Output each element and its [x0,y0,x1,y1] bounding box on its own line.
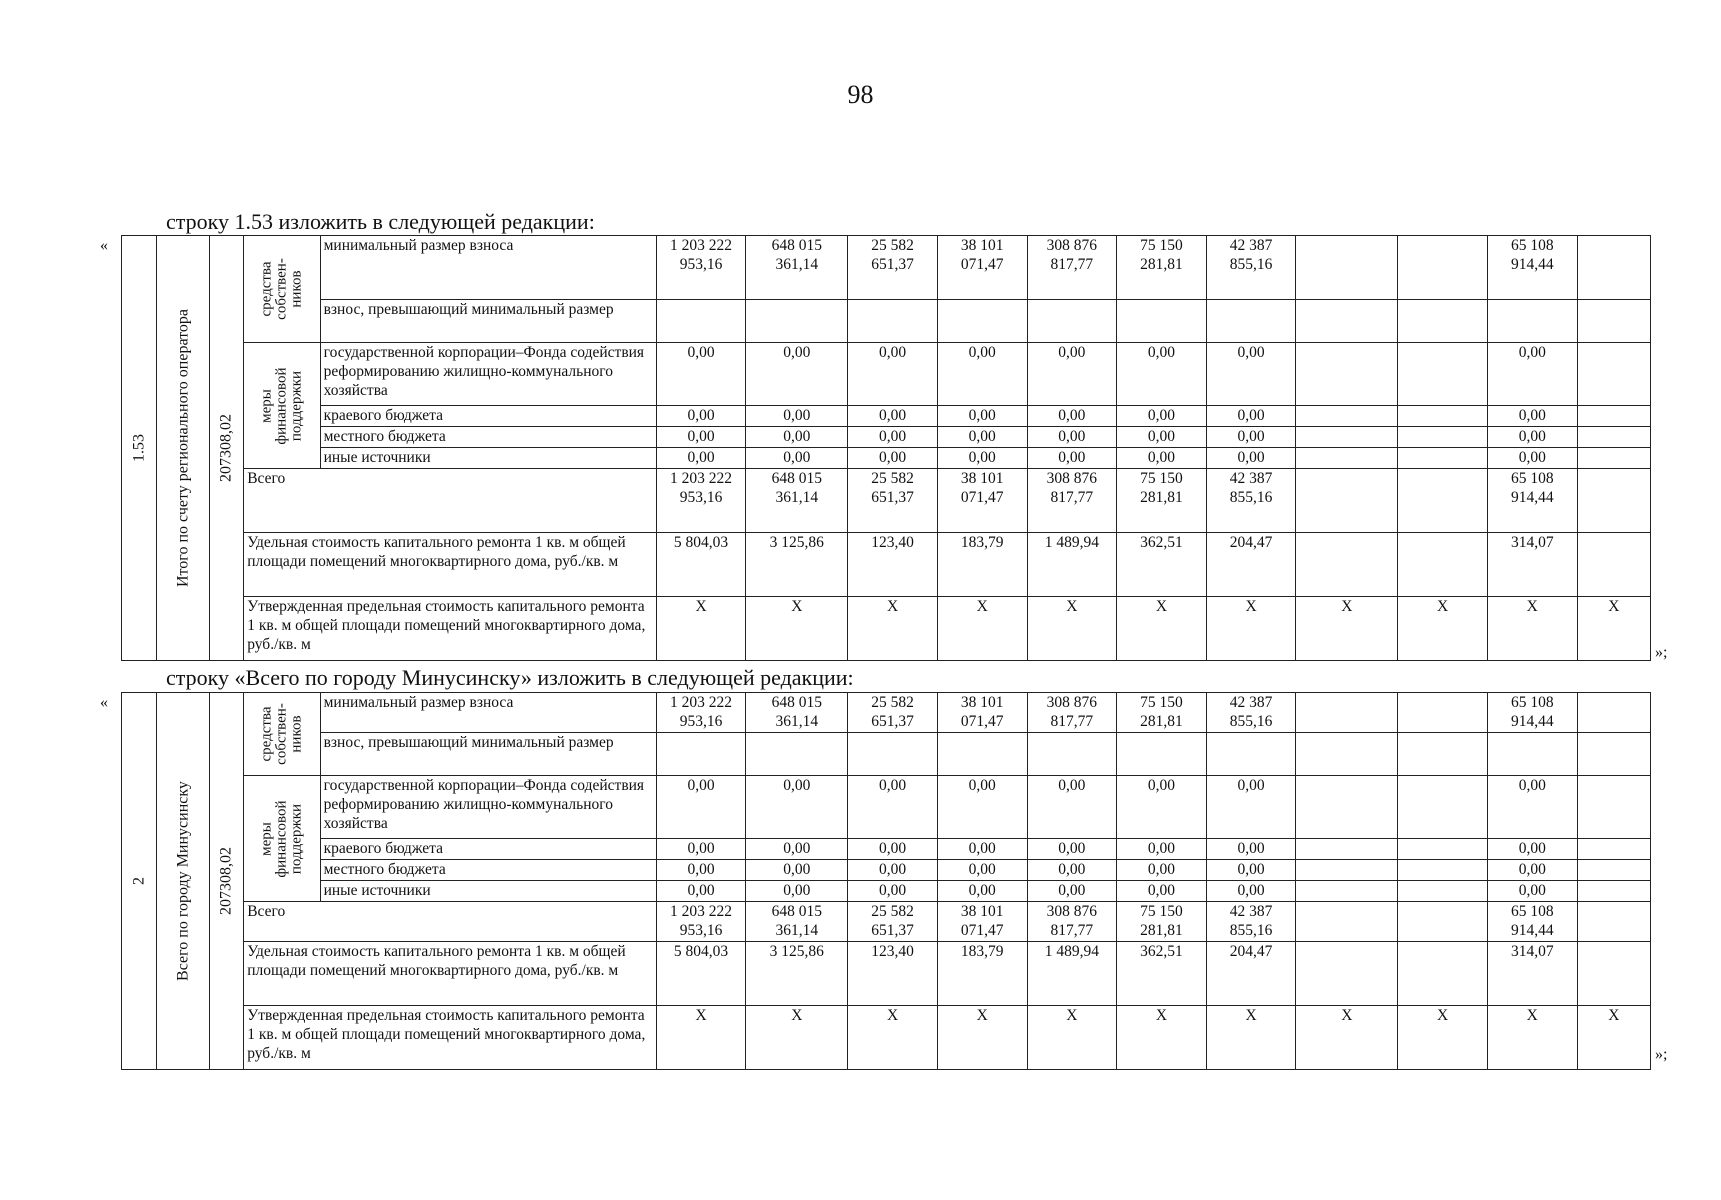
value-cell: 42 387 855,16 [1206,902,1296,942]
table-row [122,343,1651,406]
value-cell: 5 804,03 [656,942,746,1006]
value-cell [1398,427,1488,448]
value-cell: 0,00 [1027,776,1117,839]
value-cell: X [1027,597,1117,661]
row-label: минимальный размер взноса [320,236,656,300]
value-cell [1398,236,1488,300]
value-cell: 38 101 071,47 [937,236,1027,300]
value-cell: 0,00 [1117,448,1207,469]
value-cell: 75 150 281,81 [1117,469,1207,533]
value-cell [1577,533,1650,597]
value-cell [1577,733,1650,776]
table-row [122,427,1651,448]
value-cell [1398,469,1488,533]
row-label: Утвержденная предельная стоимость капитального ремонта 1 кв. м общей площади помещений многоквартирного дома, руб./кв. м [244,1006,657,1070]
value-cell: 0,00 [1206,860,1296,881]
row-number: 1.53 [130,434,148,462]
table-row [122,597,1651,661]
section-caption-2: строку «Всего по городу Минусинску» изложить в следующей редакции: [166,665,854,690]
table-row [122,776,1651,839]
value-cell: 0,00 [848,839,938,860]
value-cell: 65 108 914,44 [1487,693,1577,733]
value-cell [848,733,938,776]
row-label: минимальный размер взноса [320,693,656,733]
table-row [122,406,1651,427]
value-cell [1206,733,1296,776]
table-row [122,533,1651,597]
value-cell [1577,839,1650,860]
value-cell: 0,00 [1487,343,1577,406]
value-cell: X [937,597,1027,661]
value-cell: 0,00 [1117,343,1207,406]
value-cell [656,300,746,343]
value-cell [1487,300,1577,343]
value-cell [1577,236,1650,300]
value-cell: 314,07 [1487,942,1577,1006]
row-name: Всего по городу Минусинску [174,781,192,981]
value-cell: 0,00 [1027,881,1117,902]
value-cell: 0,00 [746,860,848,881]
owners-funds-group [244,693,320,776]
value-cell: 362,51 [1117,942,1207,1006]
table-row [122,902,1651,942]
value-cell [1398,942,1488,1006]
value-cell: 0,00 [656,427,746,448]
value-cell [1577,300,1650,343]
value-cell [1577,942,1650,1006]
row-label: иные источники [320,448,656,469]
row-name-cell [156,236,209,661]
value-cell [1577,406,1650,427]
value-cell: 25 582 651,37 [848,469,938,533]
value-cell: 0,00 [1206,776,1296,839]
value-cell: 648 015 361,14 [746,236,848,300]
value-cell: 0,00 [1487,881,1577,902]
value-cell [1296,533,1398,597]
value-cell: X [1206,597,1296,661]
value-cell [1577,776,1650,839]
owners-funds-label: средства собствен-ников [258,703,305,765]
value-cell: 0,00 [1117,406,1207,427]
table-row [122,1006,1651,1070]
value-cell [1296,343,1398,406]
value-cell [1398,839,1488,860]
value-cell [1117,733,1207,776]
value-cell [1577,469,1650,533]
value-cell: 1 489,94 [1027,533,1117,597]
value-cell [1117,300,1207,343]
value-cell: 0,00 [656,406,746,427]
value-cell: 0,00 [1206,406,1296,427]
value-cell: 0,00 [746,776,848,839]
table-row [122,881,1651,902]
value-cell: X [1117,597,1207,661]
value-cell: 0,00 [937,343,1027,406]
value-cell: X [656,1006,746,1070]
value-cell: X [1577,597,1650,661]
value-cell: 0,00 [746,343,848,406]
value-cell: 75 150 281,81 [1117,693,1207,733]
value-cell: 308 876 817,77 [1027,236,1117,300]
row-label: государственной корпорации–Фонда содействия реформированию жилищно-коммунального хозяйства [320,343,656,406]
value-cell: 0,00 [656,776,746,839]
value-cell: 0,00 [1206,839,1296,860]
amendment-table-2 [121,692,1651,1070]
value-cell [937,300,1027,343]
value-cell [1296,881,1398,902]
value-cell: 0,00 [656,881,746,902]
value-cell: 0,00 [848,427,938,448]
value-cell: 123,40 [848,533,938,597]
value-cell: X [1296,1006,1398,1070]
closing-quote-2: »; [1655,1046,1668,1063]
value-cell: 0,00 [1027,406,1117,427]
value-cell [1296,300,1398,343]
value-cell: 65 108 914,44 [1487,236,1577,300]
opening-quote-2: « [100,694,108,711]
value-cell: 648 015 361,14 [746,469,848,533]
value-cell: 314,07 [1487,533,1577,597]
value-cell: 3 125,86 [746,942,848,1006]
value-cell: 0,00 [746,427,848,448]
value-cell: 0,00 [656,343,746,406]
value-cell: 65 108 914,44 [1487,902,1577,942]
value-cell: 123,40 [848,942,938,1006]
value-cell [1296,693,1398,733]
value-cell: X [1206,1006,1296,1070]
value-cell [1296,469,1398,533]
value-cell [1027,300,1117,343]
value-cell: 0,00 [746,448,848,469]
value-cell: 1 203 222 953,16 [656,236,746,300]
value-cell: 648 015 361,14 [746,902,848,942]
value-cell: X [848,1006,938,1070]
value-cell: 204,47 [1206,942,1296,1006]
opening-quote-1: « [100,237,108,254]
value-cell [1296,733,1398,776]
value-cell: 0,00 [1487,839,1577,860]
financial-support-group [244,343,320,469]
value-cell [1577,881,1650,902]
table-row [122,469,1651,533]
row-label: государственной корпорации–Фонда содействия реформированию жилищно-коммунального хозяйства [320,776,656,839]
value-cell [1398,776,1488,839]
value-cell: X [746,597,848,661]
value-cell [1027,733,1117,776]
value-cell: 0,00 [1206,881,1296,902]
value-cell [1398,881,1488,902]
value-cell: 0,00 [848,406,938,427]
value-cell: 0,00 [937,448,1027,469]
value-cell: 0,00 [1206,448,1296,469]
value-cell: 1 489,94 [1027,942,1117,1006]
value-cell [1398,300,1488,343]
area-cell [209,693,244,1070]
value-cell: 0,00 [1117,427,1207,448]
table-row [122,942,1651,1006]
row-name: Итого по счету регионального оператора [174,308,192,588]
owners-funds-group [244,236,320,343]
row-label: Удельная стоимость капитального ремонта 1 кв. м общей площади помещений многоквартирного дома, руб./кв. м [244,533,657,597]
value-cell: X [1296,597,1398,661]
row-label: местного бюджета [320,427,656,448]
value-cell [1296,427,1398,448]
value-cell: 183,79 [937,533,1027,597]
page-number: 98 [847,80,874,109]
value-cell: 1 203 222 953,16 [656,902,746,942]
value-cell [1398,733,1488,776]
value-cell: 0,00 [848,343,938,406]
value-cell: 0,00 [937,860,1027,881]
value-cell: 0,00 [848,776,938,839]
value-cell [937,733,1027,776]
value-cell [1577,693,1650,733]
value-cell [1398,343,1488,406]
value-cell: 0,00 [656,839,746,860]
row-label: иные источники [320,881,656,902]
value-cell: X [1577,1006,1650,1070]
value-cell [1398,406,1488,427]
row-label: краевого бюджета [320,839,656,860]
row-label: краевого бюджета [320,406,656,427]
value-cell: 0,00 [848,860,938,881]
amendment-table-1 [121,235,1651,661]
value-cell: 42 387 855,16 [1206,236,1296,300]
value-cell: X [746,1006,848,1070]
value-cell: 204,47 [1206,533,1296,597]
value-cell: 0,00 [848,881,938,902]
value-cell: X [1487,597,1577,661]
row-label: местного бюджета [320,860,656,881]
value-cell [1487,733,1577,776]
value-cell: 308 876 817,77 [1027,469,1117,533]
table-row [122,860,1651,881]
table-row [122,693,1651,733]
row-label: Всего [244,469,657,533]
value-cell: 0,00 [1117,860,1207,881]
value-cell [1296,776,1398,839]
value-cell: 25 582 651,37 [848,693,938,733]
row-label: взнос, превышающий минимальный размер [320,300,656,343]
financial-support-group [244,776,320,902]
value-cell: X [1117,1006,1207,1070]
value-cell: 0,00 [746,881,848,902]
section-caption-1: строку 1.53 изложить в следующей редакции: [166,209,595,234]
value-cell [1296,860,1398,881]
value-cell: 42 387 855,16 [1206,693,1296,733]
financial-support-label: меры финансовой поддержки [258,366,305,445]
total-area: 207308,02 [217,414,235,482]
value-cell: 648 015 361,14 [746,693,848,733]
row-name-cell [156,693,209,1070]
value-cell [1577,343,1650,406]
value-cell: 75 150 281,81 [1117,902,1207,942]
value-cell: 0,00 [1487,776,1577,839]
value-cell: 38 101 071,47 [937,469,1027,533]
value-cell: X [1398,1006,1488,1070]
value-cell [1577,860,1650,881]
area-cell [209,236,244,661]
value-cell [1296,406,1398,427]
value-cell: 0,00 [1027,448,1117,469]
value-cell [746,733,848,776]
value-cell: X [656,597,746,661]
value-cell [1398,448,1488,469]
value-cell: 308 876 817,77 [1027,902,1117,942]
value-cell: 38 101 071,47 [937,902,1027,942]
table-row [122,448,1651,469]
value-cell: 0,00 [1027,839,1117,860]
value-cell: 25 582 651,37 [848,236,938,300]
value-cell: 0,00 [1487,406,1577,427]
value-cell [1577,448,1650,469]
value-cell: 362,51 [1117,533,1207,597]
value-cell: 0,00 [937,427,1027,448]
value-cell: 0,00 [1117,839,1207,860]
value-cell [1296,942,1398,1006]
row-label: Удельная стоимость капитального ремонта 1 кв. м общей площади помещений многоквартирного дома, руб./кв. м [244,942,657,1006]
value-cell [1296,839,1398,860]
value-cell: 0,00 [1027,343,1117,406]
table-row [122,236,1651,300]
value-cell: 183,79 [937,942,1027,1006]
value-cell: 1 203 222 953,16 [656,469,746,533]
value-cell: 42 387 855,16 [1206,469,1296,533]
value-cell: 0,00 [937,839,1027,860]
value-cell: 0,00 [848,448,938,469]
row-number-cell [122,236,157,661]
value-cell: 0,00 [746,406,848,427]
row-number-cell [122,693,157,1070]
table-row [122,839,1651,860]
closing-quote-1: »; [1655,644,1668,661]
table-row [122,300,1651,343]
value-cell [1206,300,1296,343]
value-cell: 0,00 [1487,860,1577,881]
value-cell: X [848,597,938,661]
value-cell [656,733,746,776]
value-cell: 1 203 222 953,16 [656,693,746,733]
value-cell: 0,00 [1117,881,1207,902]
total-area: 207308,02 [217,847,235,915]
value-cell: 0,00 [937,776,1027,839]
value-cell [848,300,938,343]
value-cell [1398,533,1488,597]
value-cell [1296,448,1398,469]
value-cell [1577,427,1650,448]
value-cell: 0,00 [1487,427,1577,448]
value-cell: 5 804,03 [656,533,746,597]
value-cell [1398,902,1488,942]
value-cell: 0,00 [1206,343,1296,406]
financial-support-label: меры финансовой поддержки [258,799,305,878]
value-cell: 0,00 [656,860,746,881]
value-cell: X [1398,597,1488,661]
row-label: Утвержденная предельная стоимость капитального ремонта 1 кв. м общей площади помещений многоквартирного дома, руб./кв. м [244,597,657,661]
value-cell [1577,902,1650,942]
value-cell [1398,860,1488,881]
value-cell: 308 876 817,77 [1027,693,1117,733]
row-number: 2 [130,877,148,885]
value-cell: 25 582 651,37 [848,902,938,942]
value-cell: X [1487,1006,1577,1070]
value-cell: X [1027,1006,1117,1070]
row-label: Всего [244,902,657,942]
value-cell: 0,00 [937,406,1027,427]
value-cell [1398,693,1488,733]
value-cell: 65 108 914,44 [1487,469,1577,533]
value-cell: 0,00 [937,881,1027,902]
value-cell: 0,00 [746,839,848,860]
value-cell [1296,236,1398,300]
value-cell: 0,00 [1117,776,1207,839]
value-cell: 3 125,86 [746,533,848,597]
value-cell: 0,00 [656,448,746,469]
value-cell: 0,00 [1027,860,1117,881]
value-cell [746,300,848,343]
value-cell [1296,902,1398,942]
value-cell: 0,00 [1027,427,1117,448]
value-cell: X [937,1006,1027,1070]
value-cell: 0,00 [1487,448,1577,469]
row-label: взнос, превышающий минимальный размер [320,733,656,776]
value-cell: 38 101 071,47 [937,693,1027,733]
table-row [122,733,1651,776]
value-cell: 75 150 281,81 [1117,236,1207,300]
value-cell: 0,00 [1206,427,1296,448]
owners-funds-label: средства собствен-ников [258,258,305,320]
